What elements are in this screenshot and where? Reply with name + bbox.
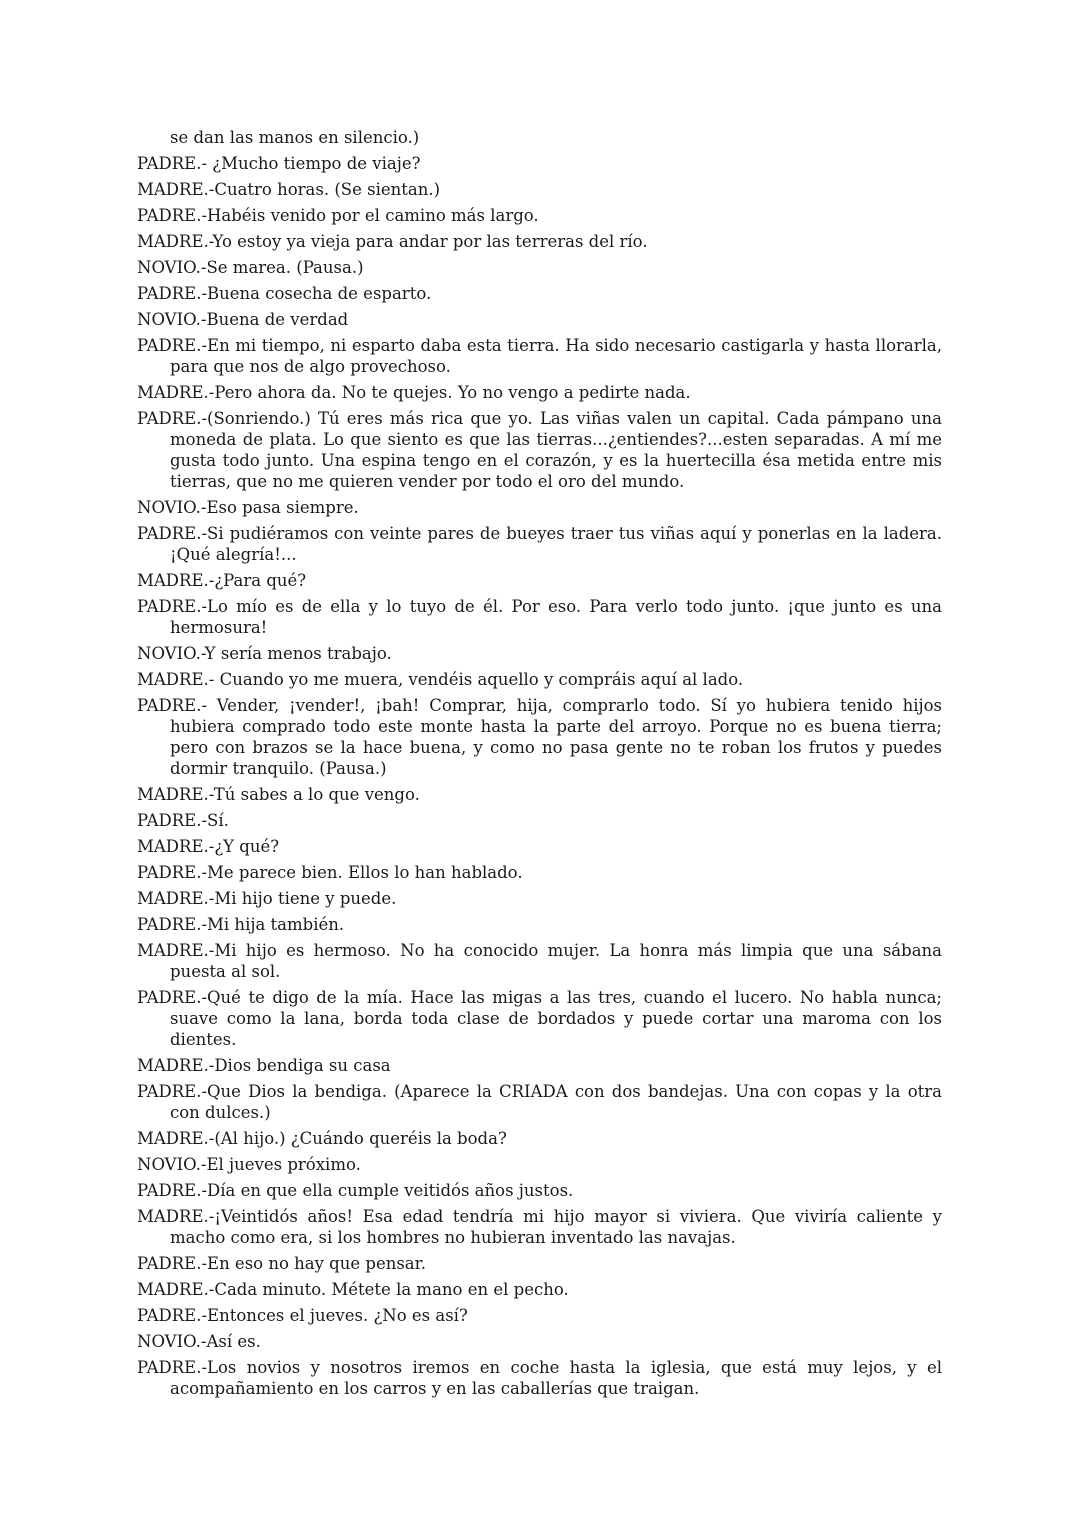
dialogue-line: PADRE.- ¿Mucho tiempo de viaje? — [137, 154, 421, 173]
dialogue-line: PADRE.-Qué te digo de la mía. Hace las migas a las tres, cuando el lucero. No habla nunca; suave como la lana, borda toda clase de bordados y puede cortar una maroma con los dientes. — [137, 988, 942, 1049]
dialogue-line: NOVIO.-Así es. — [137, 1332, 261, 1351]
dialogue-line: PADRE.-Mi hija también. — [137, 915, 345, 934]
dialogue-line: PADRE.-En eso no hay que pensar. — [137, 1254, 426, 1273]
dialogue-line: PADRE.-Buena cosecha de esparto. — [137, 284, 432, 303]
dialogue-line: PADRE.-Que Dios la bendiga. (Aparece la CRIADA con dos bandejas. Una con copas y la otra con dulces.) — [137, 1082, 942, 1122]
dialogue-line: PADRE.-En mi tiempo, ni esparto daba esta tierra. Ha sido necesario castigarla y hasta llorarla, para que nos de algo provechoso. — [137, 336, 942, 376]
dialogue-line: PADRE.-Si pudiéramos con veinte pares de bueyes traer tus viñas aquí y ponerlas en la ladera. ¡Qué alegría!... — [137, 524, 942, 564]
dialogue-line: NOVIO.-Buena de verdad — [137, 310, 349, 329]
dialogue-line: PADRE.-Sí. — [137, 811, 229, 830]
dialogue-line: PADRE.- Vender, ¡vender!, ¡bah! Comprar, hija, comprarlo todo. Sí yo hubiera tenido hijos hubiera comprado todo este monte hasta la parte del arroyo. Porque no es buena tierra; pero con brazos se la hace buena, y como no pasa gente no te roban los frutos y puedes dormir tranquilo. (Pausa.) — [137, 696, 942, 778]
dialogue-line: MADRE.-Cuatro horas. (Se sientan.) — [137, 180, 441, 199]
dialogue-line: NOVIO.-El jueves próximo. — [137, 1155, 361, 1174]
dialogue-line: PADRE.-Entonces el jueves. ¿No es así? — [137, 1306, 468, 1325]
dialogue-line: MADRE.- Cuando yo me muera, vendéis aquello y compráis aquí al lado. — [137, 670, 744, 689]
dialogue-line: MADRE.-Yo estoy ya vieja para andar por las terreras del río. — [137, 232, 648, 251]
dialogue-line: MADRE.-¿Y qué? — [137, 837, 280, 856]
dialogue-line: MADRE.-(Al hijo.) ¿Cuándo queréis la boda? — [137, 1129, 507, 1148]
dialogue-line: PADRE.-Habéis venido por el camino más largo. — [137, 206, 539, 225]
dialogue-line: MADRE.-¡Veintidós años! Esa edad tendría mi hijo mayor si viviera. Que viviría caliente y macho como era, si los hombres no hubieran inventado las navajas. — [137, 1207, 942, 1247]
dialogue-line: MADRE.-Cada minuto. Métete la mano en el pecho. — [137, 1280, 569, 1299]
dialogue-line: NOVIO.-Y sería menos trabajo. — [137, 644, 392, 663]
dialogue-text — [137, 127, 942, 1404]
dialogue-line: PADRE.-Los novios y nosotros iremos en coche hasta la iglesia, que está muy lejos, y el acompañamiento en los carros y en las caballerías que traigan. — [137, 1358, 942, 1398]
dialogue-line: NOVIO.-Se marea. (Pausa.) — [137, 258, 364, 277]
dialogue-line: PADRE.-Lo mío es de ella y lo tuyo de él. Por eso. Para verlo todo junto. ¡que junto es una hermosura! — [137, 597, 942, 637]
dialogue-line: PADRE.-(Sonriendo.) Tú eres más rica que yo. Las viñas valen un capital. Cada pámpano una moneda de plata. Lo que siento es que las tierras...¿entiendes?...esten separadas. A mí me gusta todo junto. Una espina tengo en el corazón, y es la huertecilla ésa metida entre mis tierras, que no me quieren vender por todo el oro del mundo. — [137, 409, 942, 491]
dialogue-line: PADRE.-Día en que ella cumple veitidós años justos. — [137, 1181, 574, 1200]
dialogue-line: MADRE.-Pero ahora da. No te quejes. Yo no vengo a pedirte nada. — [137, 383, 691, 402]
dialogue-line: MADRE.-Mi hijo es hermoso. No ha conocido mujer. La honra más limpia que una sábana puesta al sol. — [137, 941, 942, 981]
dialogue-line: MADRE.-Tú sabes a lo que vengo. — [137, 785, 420, 804]
dialogue-line: MADRE.-Dios bendiga su casa — [137, 1056, 391, 1075]
dialogue-line: MADRE.-¿Para qué? — [137, 571, 307, 590]
dialogue-line: se dan las manos en silencio.) — [170, 128, 420, 147]
dialogue-line: MADRE.-Mi hijo tiene y puede. — [137, 889, 397, 908]
dialogue-line: PADRE.-Me parece bien. Ellos lo han hablado. — [137, 863, 523, 882]
dialogue-line: NOVIO.-Eso pasa siempre. — [137, 498, 359, 517]
